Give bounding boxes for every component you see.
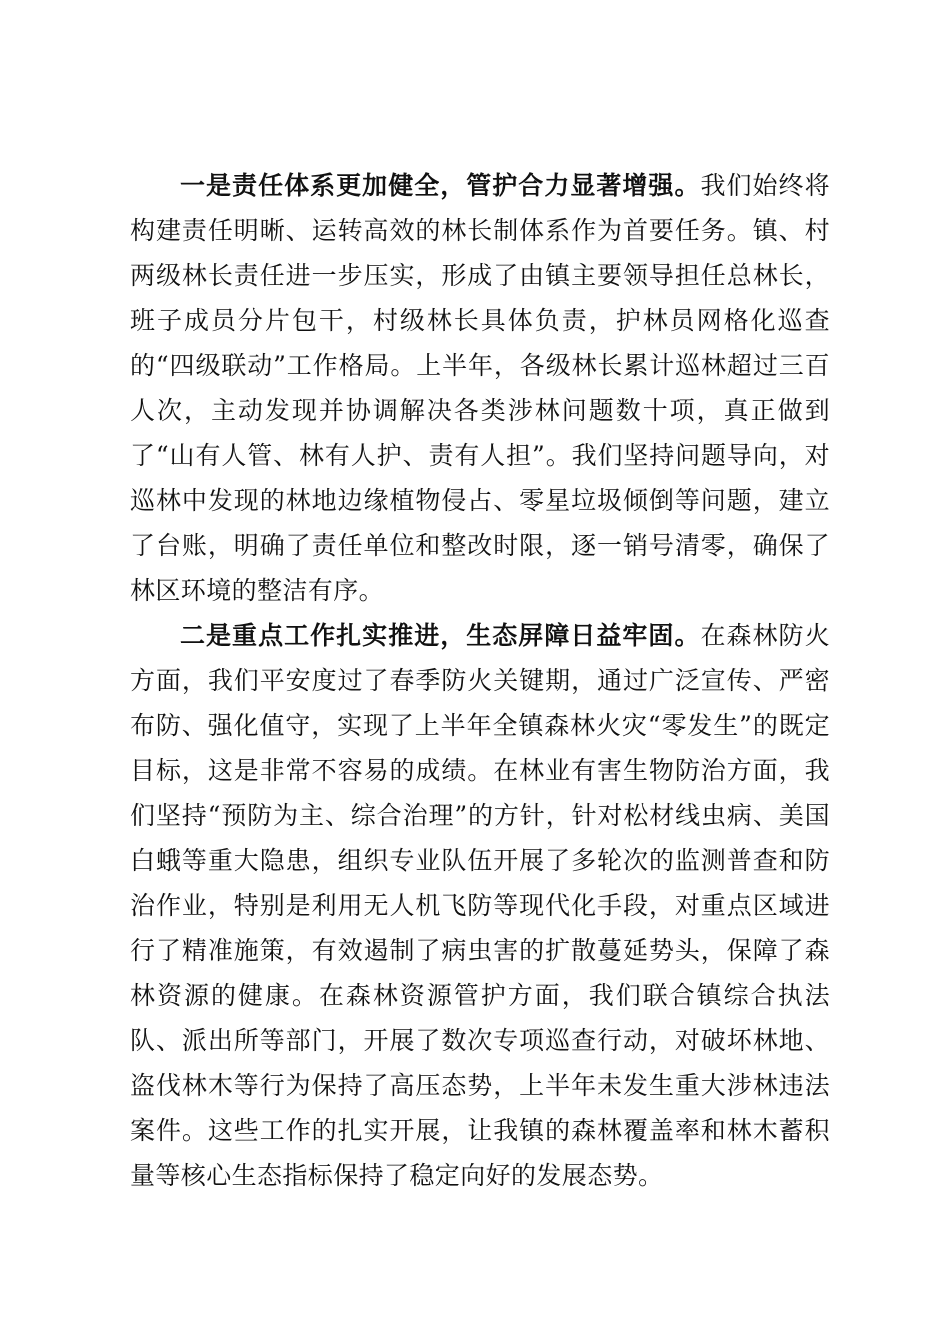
document-page	[130, 163, 830, 1198]
paragraph-body-text: 我们始终将构建责任明晰、运转高效的林长制体系作为首要任务。镇、村两级林长责任进一步压实，形成了由镇主要领导担任总林长，班子成员分片包干，村级林长具体负责，护林员网格化巡查的“四级联动”工作格局。上半年，各级林长累计巡林超过三百人次，主动发现并协调解决各类涉林问题数十项，真正做到了“山有人管、林有人护、责有人担”。我们坚持问题导向，对巡林中发现的林地边缘植物侵占、零星垃圾倾倒等问题，建立了台账，明确了责任单位和整改时限，逐一销号清零，确保了林区环境的整洁有序。	[130, 171, 830, 605]
paragraph-lead-heading: 一是责任体系更加健全，管护合力显著增强。	[180, 171, 701, 200]
paragraph-key-work	[130, 613, 830, 1198]
paragraph-body-text: 在森林防火方面，我们平安度过了春季防火关键期，通过广泛宣传、严密布防、强化值守，实现了上半年全镇森林火灾“零发生”的既定目标，这是非常不容易的成绩。在林业有害生物防治方面，我们坚持“预防为主、综合治理”的方针，针对松材线虫病、美国白蛾等重大隐患，组织专业队伍开展了多轮次的监测普查和防治作业，特别是利用无人机飞防等现代化手段，对重点区域进行了精准施策，有效遏制了病虫害的扩散蔓延势头，保障了森林资源的健康。在森林资源管护方面，我们联合镇综合执法队、派出所等部门，开展了数次专项巡查行动，对破坏林地、盗伐林木等行为保持了高压态势，上半年未发生重大涉林违法案件。这些工作的扎实开展，让我镇的森林覆盖率和林木蓄积量等核心生态指标保持了稳定向好的发展态势。	[130, 621, 830, 1190]
paragraph-responsibility-system	[130, 163, 830, 613]
paragraph-lead-heading: 二是重点工作扎实推进，生态屏障日益牢固。	[180, 621, 701, 650]
